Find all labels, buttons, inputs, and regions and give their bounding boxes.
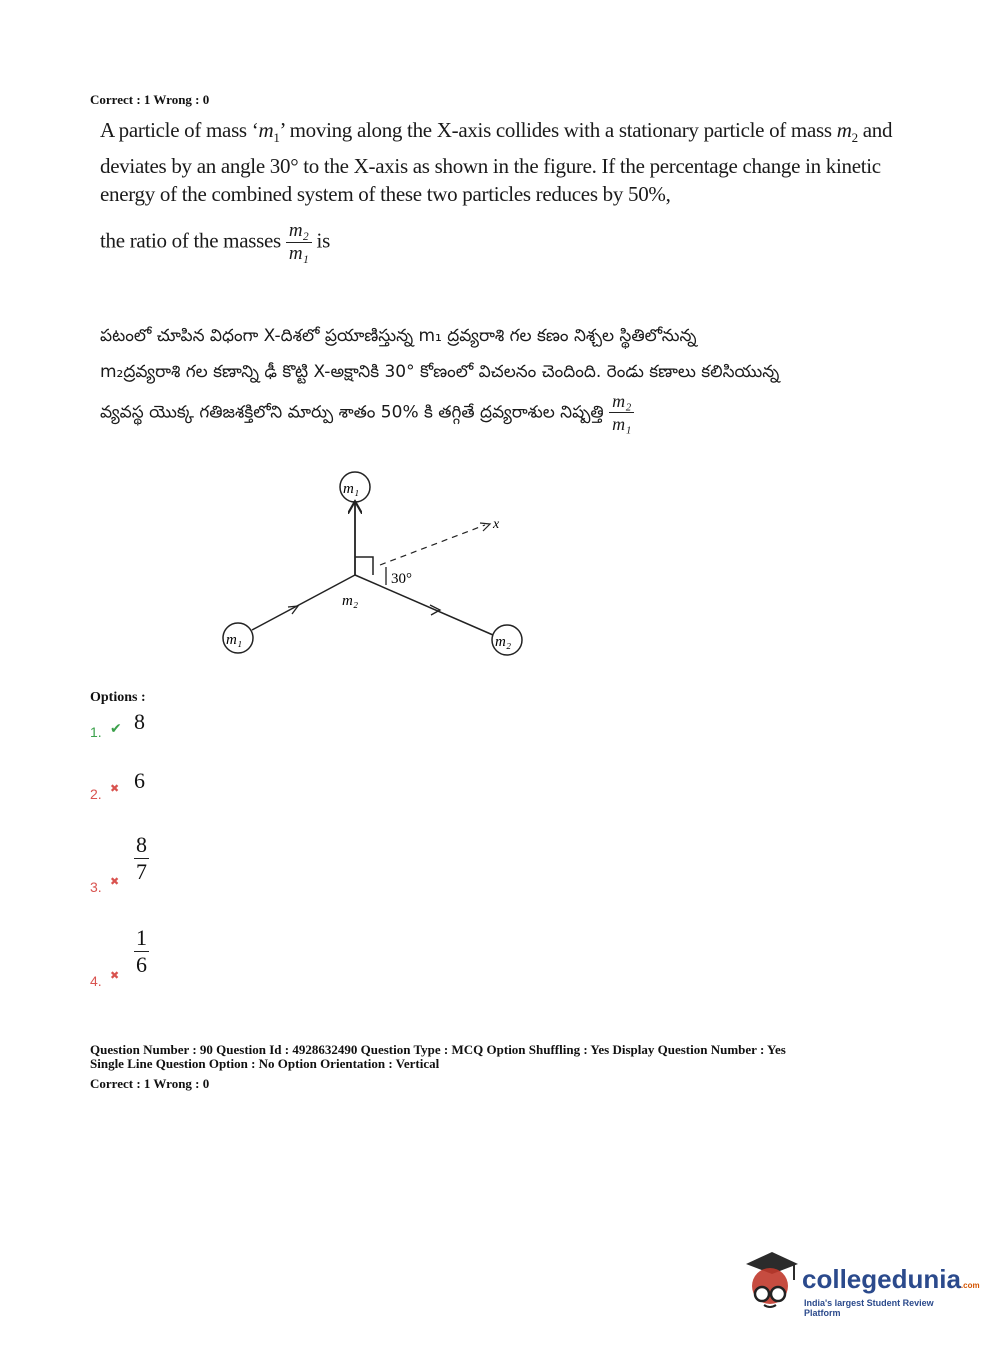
q-te-line3-wrap — [100, 390, 900, 435]
te-ratio-numerator: m₂ — [609, 390, 634, 413]
center-particle-label: m₂ — [342, 593, 359, 609]
option-value: 6 — [134, 768, 145, 793]
option-numerator: 8 — [136, 832, 147, 857]
option-fraction — [134, 832, 149, 885]
option-value: 8 — [134, 709, 145, 734]
q-te-line1: పటంలో చూపిన విధంగా X-దిశలో ప్రయాణిస్తున్న m₁ ద్రవ్యరాశి గల కణం నిశ్చల స్థితిలోనున్న — [100, 326, 697, 346]
q-en-sub2: 2 — [851, 130, 858, 146]
options-heading: Options : — [90, 690, 146, 705]
brand-name — [802, 1264, 980, 1295]
right-angle-mark — [355, 557, 373, 575]
left-particle-label: m₁ — [226, 632, 243, 648]
option-3[interactable] — [88, 832, 288, 902]
brand-logo[interactable] — [740, 1250, 980, 1320]
wrong-cross-icon: ✖ — [110, 969, 120, 982]
q-en-m: m — [258, 118, 274, 142]
outgoing-path — [355, 575, 493, 635]
q-en-part4: the ratio of the masses — [100, 228, 281, 253]
option-fraction — [134, 925, 149, 978]
correct-check-icon: ✔ — [110, 721, 122, 737]
right-particle-label: m₂ — [495, 634, 512, 650]
mascot-icon — [740, 1250, 802, 1312]
question-text-english — [100, 116, 900, 265]
q-en-sub1: 1 — [273, 130, 280, 146]
option-denominator: 7 — [136, 859, 147, 884]
x-axis-arrow-icon — [480, 523, 490, 531]
option-number: 1. — [90, 724, 102, 740]
ratio-line — [100, 220, 900, 265]
q-te-line2: m₂ద్రవ్యరాశి గల కణాన్ని ఢీ కొట్టి X-అక్షానికి 30° కోణంలో విచలనం చెందింది. రెండు కణాలు కలిసియున్న — [100, 362, 780, 382]
incoming-path — [252, 575, 355, 630]
ratio-denominator: m₁ — [288, 243, 309, 265]
option-numerator: 1 — [136, 925, 147, 950]
question-meta-line1: Question Number : 90 Question Id : 4928632490 Question Type : MCQ Option Shuffling : Yes Display Question Number : Yes — [90, 1042, 786, 1057]
angle-label: 30° — [391, 571, 412, 587]
brand-tagline: India's largest Student Review Platform — [804, 1298, 934, 1318]
option-denominator: 6 — [136, 952, 147, 977]
option-2[interactable] — [88, 768, 288, 838]
option-number: 4. — [90, 973, 102, 989]
q-en-part2: ’ moving along the X-axis collides with a stationary particle of mass — [279, 118, 832, 142]
x-axis-dashed — [380, 525, 485, 565]
q-en-part5: is — [316, 228, 330, 253]
ratio-numerator: m₂ — [286, 220, 312, 243]
ratio-fraction — [286, 220, 312, 265]
option-number: 2. — [90, 786, 102, 802]
q-te-line3: వ్యవస్థ యొక్క గతిజశక్తిలోని మార్పు శాతం 50% కి తగ్గితే ద్రవ్యరాశుల నిష్పత్తి — [100, 402, 604, 423]
wrong-cross-icon: ✖ — [110, 782, 120, 795]
top-particle-label: m₁ — [343, 481, 360, 497]
x-axis-label: x — [493, 517, 500, 532]
collision-diagram — [210, 465, 530, 665]
brand-name-text: collegedunia — [802, 1264, 961, 1294]
score-footer: Correct : 1 Wrong : 0 — [90, 1076, 210, 1091]
option-4[interactable] — [88, 925, 288, 995]
q-en-part3: and deviates by an angle 30° to the X-axis as shown in the figure. If the percentage change in kinetic energy of the combined system of these two particles reduces by 50%, — [100, 118, 893, 207]
q-en-m2: m — [836, 118, 852, 142]
wrong-cross-icon: ✖ — [110, 875, 120, 888]
question-text-telugu — [100, 318, 900, 435]
te-ratio-denominator: m₁ — [612, 414, 632, 434]
brand-suffix: .com — [960, 1281, 980, 1290]
score-header: Correct : 1 Wrong : 0 — [90, 92, 210, 107]
te-ratio-fraction — [609, 390, 634, 435]
question-meta-line2: Single Line Question Option : No Option Orientation : Vertical — [90, 1056, 440, 1071]
q-en-part1: A particle of mass ‘ — [100, 118, 259, 142]
option-number: 3. — [90, 879, 102, 895]
